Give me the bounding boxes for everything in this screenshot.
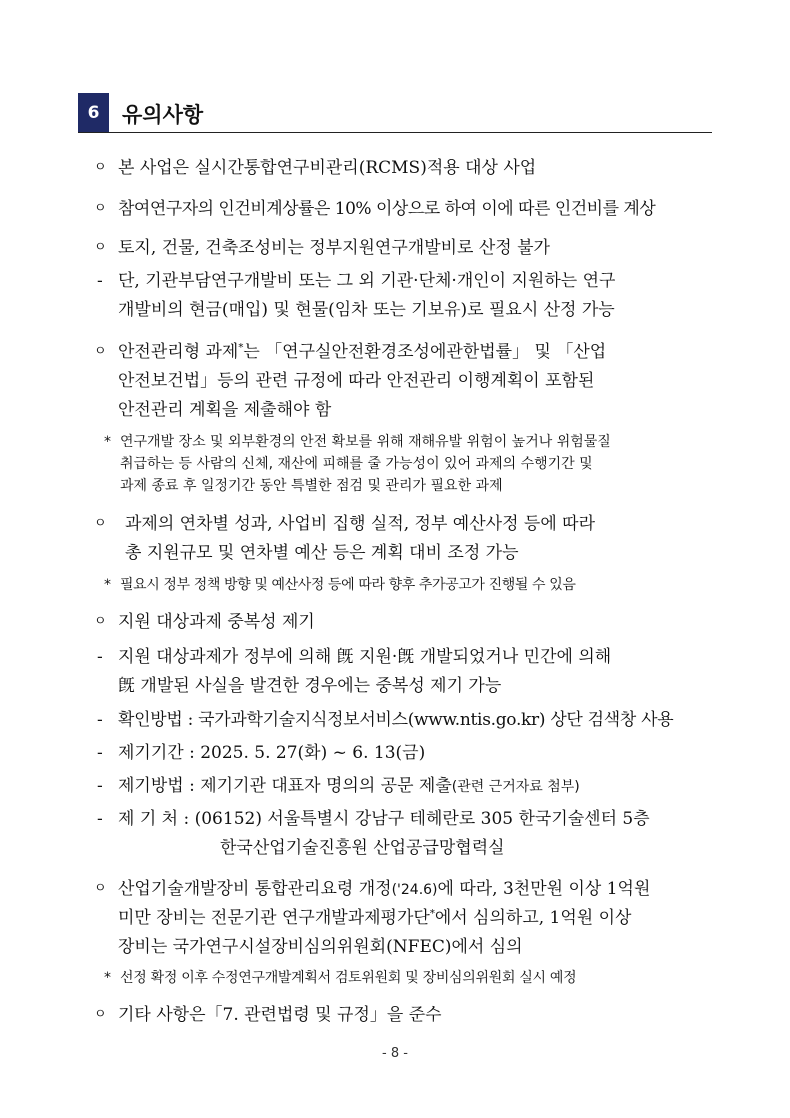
bullet-4-line-1 xyxy=(118,340,606,364)
bullet-marker: ㅇ xyxy=(94,201,107,216)
bullet-1-text: 본 사업은 실시간통합연구비관리(RCMS)적용 대상 사업 xyxy=(118,158,537,178)
bullet-7-line-1 xyxy=(118,877,650,902)
dash-marker: - xyxy=(97,776,103,796)
page-number: - 8 - xyxy=(382,1046,408,1061)
bullet-5-line-2: 총 지원규모 및 연차별 예산 등은 계획 대비 조정 가능 xyxy=(125,543,519,563)
bullet-3-sub-line-1: 단, 기관부담연구개발비 또는 그 외 기관·단체·개인이 지원하는 연구 xyxy=(118,271,616,291)
bullet-4-line-2: 안전보건법」등의 관련 규정에 따라 안전관리 이행계획이 포함된 xyxy=(118,371,595,391)
note-star: * xyxy=(104,970,111,986)
bullet-8-text: 기타 사항은「7. 관련법령 및 규정」을 준수 xyxy=(118,1005,442,1025)
bullet-3-sub-line-2: 개발비의 현금(매입) 및 현물(임차 또는 기보유)로 필요시 산정 가능 xyxy=(118,300,615,320)
bullet-2-text: 참여연구자의 인건비계상률은 10% 이상으로 하여 이에 따른 인건비를 계상 xyxy=(118,199,656,219)
bullet-4-term: 안전관리형 과제 xyxy=(118,342,239,362)
note-3: 선정 확정 이후 수정연구개발계획서 검토위원회 및 장비심의위원회 실시 예정 xyxy=(120,970,577,986)
bullet-7-part-c: 에 따라, 3천만원 이상 1억원 xyxy=(437,879,651,899)
bullet-5-line-1: 과제의 연차별 성과, 사업비 집행 실적, 정부 예산사정 등에 따라 xyxy=(125,514,595,534)
bullet-7-line-2 xyxy=(118,906,631,930)
bullet-6-sub-1-line-2: 旣 개발된 사실을 발견한 경우에는 중복성 제기 가능 xyxy=(118,676,502,696)
note-star: * xyxy=(104,434,111,450)
dash-marker: - xyxy=(97,743,103,763)
bullet-6-address-line-2: 한국산업기술진흥원 산업공급망협력실 xyxy=(220,838,505,858)
dash-marker: - xyxy=(97,647,103,667)
bullet-marker: ㅇ xyxy=(94,614,107,629)
note-1-line-2: 취급하는 등 사람의 신체, 재산에 피해를 줄 가능성이 있어 과제의 수행기간 및 xyxy=(120,456,593,472)
bullet-6-sub-1-line-1: 지원 대상과제가 정부에 의해 旣 지원·旣 개발되었거나 민간에 의해 xyxy=(118,647,612,667)
note-star: * xyxy=(104,577,111,593)
note-1-line-1: 연구개발 장소 및 외부환경의 안전 확보를 위해 재해유발 위험이 높거나 위험물질 xyxy=(120,434,611,450)
bullet-6-check-method: 확인방법 : 국가과학기술지식정보서비스(www.ntis.go.kr) 상단 검색창 사용 xyxy=(118,710,674,730)
bullet-4-line-3: 안전관리 계획을 제출해야 함 xyxy=(118,400,332,420)
note-2: 필요시 정부 정책 방향 및 예산사정 등에 따라 향후 추가공고가 진행될 수 있음 xyxy=(120,577,576,593)
section-number: 6 xyxy=(78,93,109,133)
bullet-6-period: 제기기간 : 2025. 5. 27(화) ~ 6. 13(금) xyxy=(118,743,426,763)
bullet-6-address-line-1: 제 기 처 : (06152) 서울특별시 강남구 테헤란로 305 한국기술센터 5층 xyxy=(118,809,650,829)
bullet-marker: ㅇ xyxy=(94,160,107,175)
bullet-7-part-d: 미만 장비는 전문기관 연구개발과제평가단 xyxy=(118,908,430,928)
note-1-line-3: 과제 종료 후 일정기간 동안 특별한 점검 및 관리가 필요한 과제 xyxy=(120,478,503,494)
dash-marker: - xyxy=(97,710,103,730)
bullet-marker: ㅇ xyxy=(94,240,107,255)
bullet-marker: ㅇ xyxy=(94,344,107,359)
bullet-7-part-e: 에서 심의하고, 1억원 이상 xyxy=(434,908,632,928)
bullet-7-date: ('24.6) xyxy=(391,882,438,898)
bullet-3-text: 토지, 건물, 건축조성비는 정부지원연구개발비로 산정 불가 xyxy=(118,238,550,258)
bullet-marker: ㅇ xyxy=(94,1007,107,1022)
bullet-marker: ㅇ xyxy=(94,516,107,531)
bullet-6-method-note: (관련 근거자료 첨부) xyxy=(451,779,580,795)
bullet-marker: ㅇ xyxy=(94,881,107,896)
section-header xyxy=(78,93,712,133)
footnote-star: * xyxy=(238,342,244,354)
bullet-7-part-a: 산업기술개발장비 통합관리요령 개정 xyxy=(118,879,392,899)
section-title: 유의사항 xyxy=(122,103,204,127)
bullet-7-line-3: 장비는 국가연구시설장비심의위원회(NFEC)에서 심의 xyxy=(118,937,523,957)
dash-marker: - xyxy=(97,809,103,829)
header-rule xyxy=(78,132,712,134)
dash-marker: - xyxy=(97,271,103,291)
bullet-6-text: 지원 대상과제 중복성 제기 xyxy=(118,612,315,632)
bullet-6-method xyxy=(118,774,580,799)
bullet-4-rest: 는 「연구실안전환경조성에관한법률」 및 「산업 xyxy=(243,342,607,362)
bullet-6-method-main: 제기방법 : 제기기관 대표자 명의의 공문 제출 xyxy=(118,776,452,796)
footnote-star: * xyxy=(429,908,435,920)
